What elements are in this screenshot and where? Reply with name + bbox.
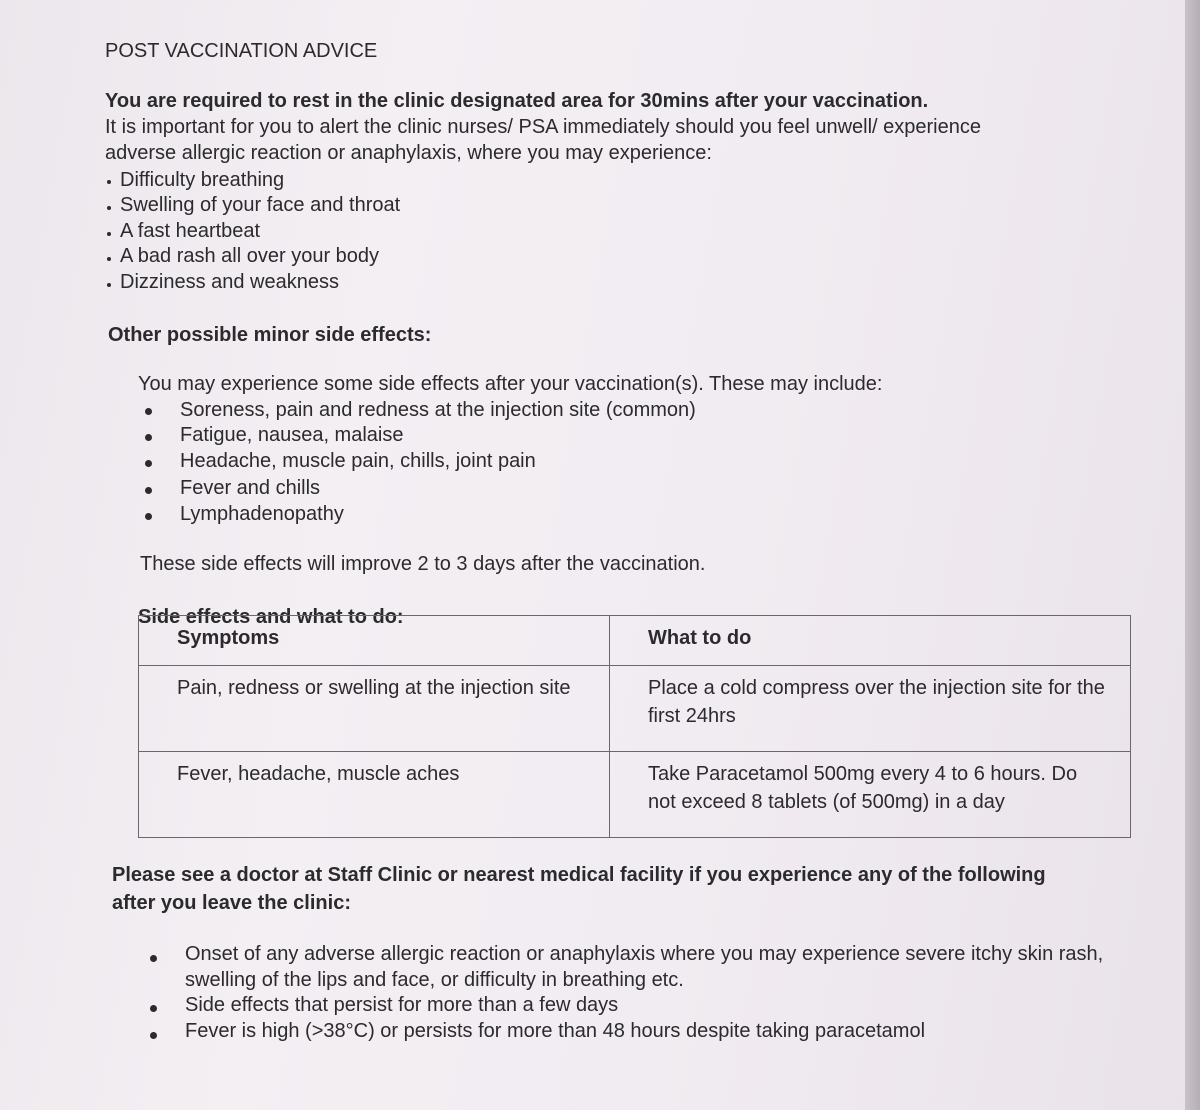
doctor-heading-line-2: after you leave the clinic: bbox=[112, 892, 351, 914]
sheet-edge bbox=[1185, 0, 1200, 1110]
bullet-icon bbox=[107, 283, 111, 287]
doctor-item-text: Side effects that persist for more than a few days bbox=[185, 994, 619, 1016]
minor-effect-text: Soreness, pain and redness at the injection site (common) bbox=[180, 399, 696, 421]
rest-symptom-text: Difficulty breathing bbox=[120, 169, 285, 191]
rest-symptom-text: A bad rash all over your body bbox=[120, 245, 380, 267]
table-cell-symptom: Pain, redness or swelling at the injection site bbox=[139, 666, 610, 752]
minor-effects-heading: Other possible minor side effects: bbox=[108, 324, 432, 346]
rest-text-line-1: It is important for you to alert the clinic nurses/ PSA immediately should you feel unwell/ experience bbox=[105, 116, 981, 138]
table-caption: Side effects and what to do: bbox=[138, 606, 404, 628]
bullet-icon bbox=[150, 955, 157, 962]
table-cell-action: Place a cold compress over the injection site for the first 24hrs bbox=[610, 666, 1131, 752]
minor-effect-text: Fever and chills bbox=[180, 477, 321, 499]
column-header-what-to-do: What to do bbox=[610, 616, 1131, 666]
improvement-note: These side effects will improve 2 to 3 days after the vaccination. bbox=[140, 553, 706, 575]
rest-symptom-text: Dizziness and weakness bbox=[120, 271, 339, 293]
rest-text-line-2: adverse allergic reaction or anaphylaxis, where you may experience: bbox=[105, 142, 712, 164]
bullet-icon bbox=[107, 180, 111, 184]
minor-effect-text: Lymphadenopathy bbox=[180, 503, 344, 525]
minor-effect-text: Headache, muscle pain, chills, joint pain bbox=[180, 450, 536, 472]
bullet-icon bbox=[145, 408, 152, 415]
doctor-item-text: Onset of any adverse allergic reaction or anaphylaxis where you may experience severe itchy skin rash, swelling of the lips and face, or difficulty in breathing etc. bbox=[185, 943, 1104, 991]
bullet-icon bbox=[150, 1032, 157, 1039]
minor-effect-text: Fatigue, nausea, malaise bbox=[180, 424, 404, 446]
rest-symptom-text: A fast heartbeat bbox=[120, 220, 261, 242]
doctor-item-text: Fever is high (>38°C) or persists for more than 48 hours despite taking paracetamol bbox=[185, 1020, 926, 1042]
bullet-icon bbox=[107, 206, 111, 210]
bullet-icon bbox=[145, 434, 152, 441]
doctor-heading-line-1: Please see a doctor at Staff Clinic or nearest medical facility if you experience any of the following bbox=[112, 864, 1046, 886]
bullet-icon bbox=[150, 1005, 157, 1012]
minor-effects-intro: You may experience some side effects after your vaccination(s). These may include: bbox=[138, 373, 883, 395]
bullet-icon bbox=[107, 232, 111, 236]
table-cell-symptom: Fever, headache, muscle aches bbox=[139, 752, 610, 838]
table-header-row bbox=[139, 616, 1131, 666]
table-row bbox=[139, 752, 1131, 838]
side-effects-table bbox=[138, 615, 1131, 838]
bullet-icon bbox=[107, 257, 111, 261]
bullet-icon bbox=[145, 487, 152, 494]
bullet-icon bbox=[145, 513, 152, 520]
rest-heading: You are required to rest in the clinic designated area for 30mins after your vaccination. bbox=[105, 90, 929, 112]
rest-symptom-text: Swelling of your face and throat bbox=[120, 194, 401, 216]
table-cell-action: Take Paracetamol 500mg every 4 to 6 hours. Do not exceed 8 tablets (of 500mg) in a day bbox=[610, 752, 1131, 838]
page-title: POST VACCINATION ADVICE bbox=[105, 40, 378, 62]
column-header-symptoms: Symptoms bbox=[139, 616, 610, 666]
bullet-icon bbox=[145, 460, 152, 467]
table-row bbox=[139, 666, 1131, 752]
